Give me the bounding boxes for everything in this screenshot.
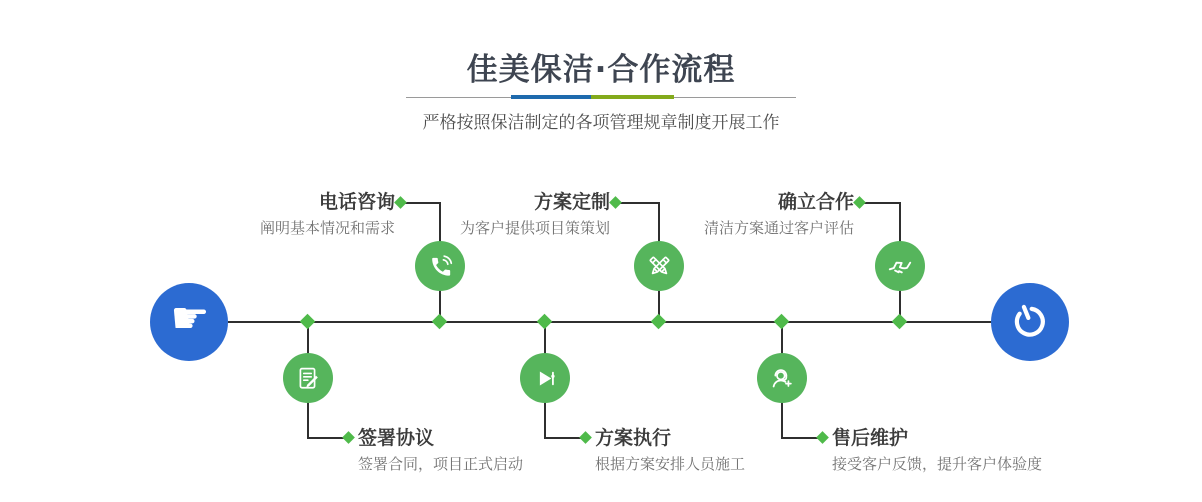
label-diamond-marker (609, 196, 622, 209)
step-desc: 签署合同，项目正式启动 (358, 455, 524, 473)
step-desc: 接受客户反馈，提升客户体验度 (832, 455, 1043, 473)
step-desc: 清洁方案通过客户评估 (703, 219, 854, 237)
title-divider (0, 93, 1202, 101)
label-connector-top-2 (620, 202, 659, 204)
step-label-plan (460, 190, 610, 238)
timeline-diamond-marker (432, 314, 448, 330)
divider-blue-segment (511, 95, 591, 99)
timeline-diamond-marker (774, 314, 790, 330)
page-subtitle: 严格按照保洁制定的各项管理规章制度开展工作 (422, 113, 780, 133)
step-desc: 为客户提供项目策策划 (459, 219, 610, 237)
step-title: 方案执行 (595, 427, 672, 449)
step-title: 确立合作 (777, 191, 854, 213)
end-node (991, 283, 1069, 361)
step-label-cooperate (704, 190, 854, 238)
divider-gray-left (406, 97, 511, 98)
divider-green-segment (591, 95, 674, 99)
step-node-contract (283, 353, 333, 403)
start-node (150, 283, 228, 361)
label-diamond-marker (579, 431, 592, 444)
step-desc: 根据方案安排人员施工 (595, 455, 746, 473)
label-connector-top-1 (404, 202, 440, 204)
headset-user-plus-icon (768, 364, 796, 392)
step-node-cooperate (875, 241, 925, 291)
timeline-diamond-marker (300, 314, 316, 330)
label-diamond-marker (342, 431, 355, 444)
step-title: 签署协议 (358, 427, 435, 449)
step-title: 售后维护 (832, 427, 909, 449)
label-diamond-marker (853, 196, 866, 209)
step-node-phone (415, 241, 465, 291)
step-desc: 阐明基本情况和需求 (259, 219, 395, 237)
label-connector-bottom-3 (781, 437, 819, 439)
handshake-icon (886, 252, 914, 280)
step-title: 电话咨询 (318, 191, 395, 213)
label-connector-bottom-1 (307, 437, 345, 439)
step-title: 方案定制 (533, 191, 610, 213)
step-label-contract (358, 426, 523, 474)
contract-pen-icon (295, 365, 322, 392)
timeline-line (228, 321, 992, 323)
power-icon (1009, 301, 1051, 343)
pointing-hand-icon: ☛ (170, 293, 210, 344)
pencil-ruler-icon (646, 253, 673, 280)
divider-gray-right (674, 97, 796, 98)
step-node-execute (520, 353, 570, 403)
step-label-phone (260, 190, 395, 238)
label-diamond-marker (394, 196, 407, 209)
label-connector-bottom-2 (544, 437, 582, 439)
page-title: 佳美保洁·合作流程 (466, 52, 736, 88)
step-node-plan (634, 241, 684, 291)
timeline-diamond-marker (892, 314, 908, 330)
play-icon (532, 365, 559, 392)
step-label-aftersale (832, 426, 1042, 474)
step-label-execute (595, 426, 745, 474)
timeline-diamond-marker (537, 314, 553, 330)
phone-icon (427, 253, 454, 280)
timeline-diamond-marker (651, 314, 667, 330)
label-connector-top-3 (864, 202, 900, 204)
step-node-aftersale (757, 353, 807, 403)
label-diamond-marker (816, 431, 829, 444)
